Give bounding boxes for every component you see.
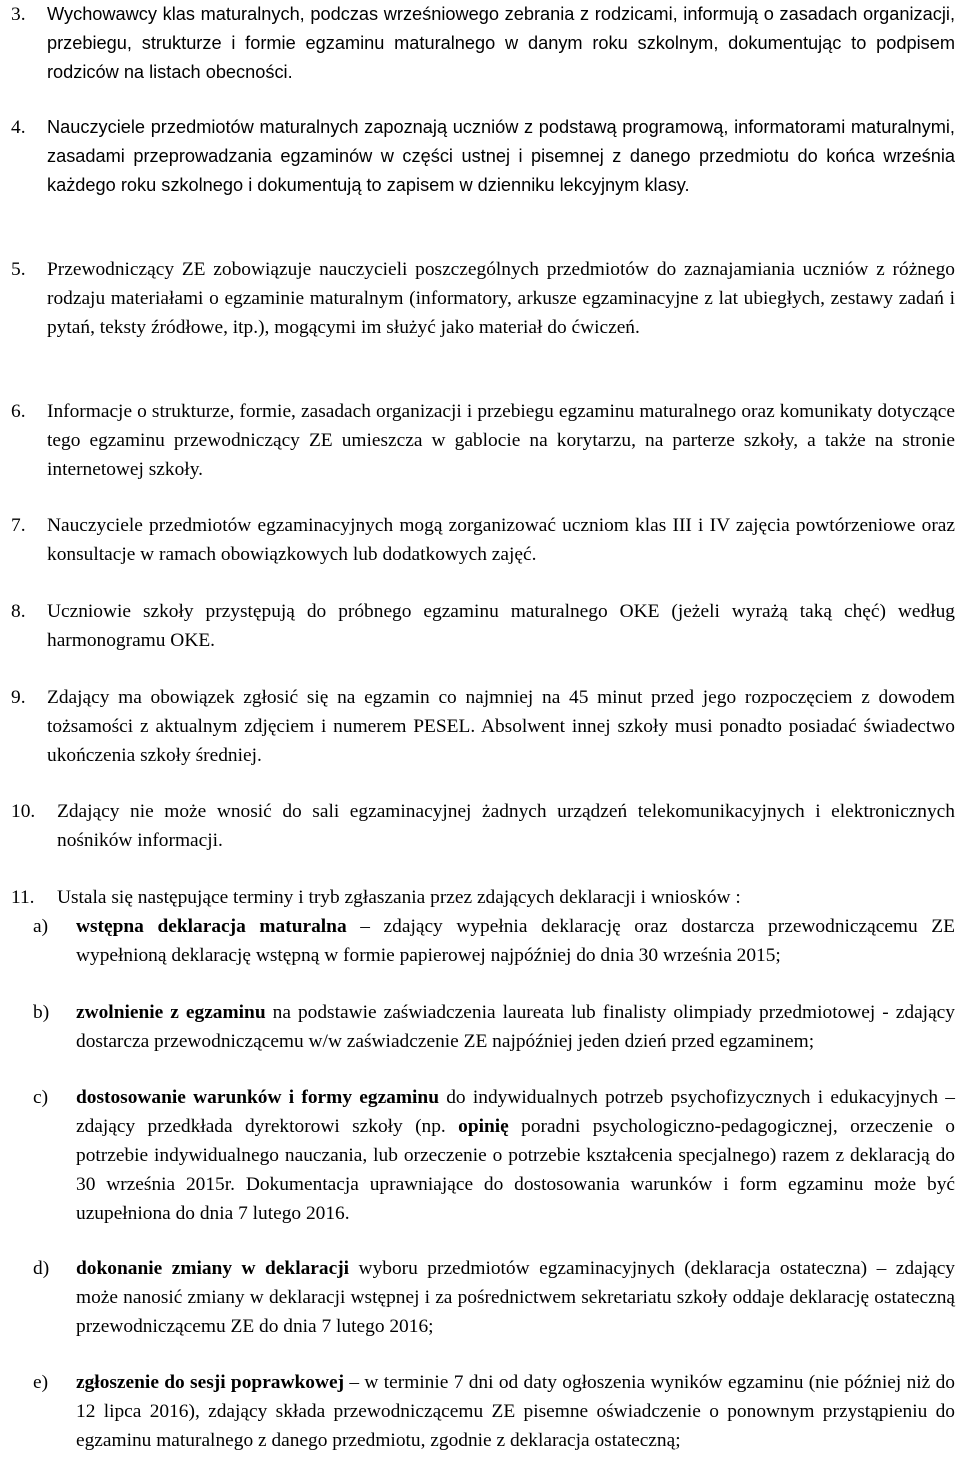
list-item-6: [11, 397, 955, 484]
subitem-body: – zdający wypełnia deklarację oraz dostarcza przewodniczącemu ZE wypełnioną deklarację wstępną w formie papierowej najpóźniej do dnia 30 września 2015;: [76, 916, 955, 966]
subitem-c: [33, 1083, 955, 1228]
item-number: 11.: [11, 887, 35, 908]
item-number: 4.: [11, 117, 26, 138]
subitem-d: [33, 1254, 955, 1341]
subitem-label: d): [33, 1258, 50, 1279]
subitem-body: na podstawie zaświadczenia laureata lub finalisty olimpiady przedmiotowej - zdający dostarcza przewodniczącemu w/w zaświadczenie ZE najpóźniej jeden dzień przed egzaminem;: [76, 1002, 955, 1052]
subitem-e: [33, 1368, 955, 1455]
item-text: Uczniowie szkoły przystępują do próbnego egzaminu maturalnego OKE (jeżeli wyrażą taką chęć) według harmonogramu OKE.: [47, 601, 955, 651]
subitem-text: [76, 1368, 955, 1455]
list-item-5: [11, 255, 955, 342]
subitem-heading: zgłoszenie do sesji poprawkowej: [76, 1372, 345, 1393]
subitem-text: [76, 998, 955, 1056]
subitem-label: c): [33, 1087, 49, 1108]
item-number: 3.: [11, 4, 26, 25]
subitem-text: [76, 912, 955, 970]
item-text: Wychowawcy klas maturalnych, podczas wrześniowego zebrania z rodzicami, informują o zasadach organizacji, przebiegu, strukturze i formie egzaminu maturalnego w danym roku szkolnym, dokumentując to podpisem rodziców na listach obecności.: [47, 4, 955, 82]
subitem-body-continued: poradni psychologiczno-pedagogicznej, orzeczenie o potrzebie indywidualnego nauczania, lub orzeczenie o potrzebie kształcenia specjalnego) razem z deklaracją do 30 września 2015r. Dokumentacja uprawniające do dostosowania warunków i form egzaminu może być uzupełniona do dnia 7 lutego 2016.: [76, 1116, 956, 1224]
subitem-heading: dokonanie zmiany w deklaracji: [76, 1258, 350, 1279]
subitem-body: do indywidualnych potrzeb psychofizycznych i edukacyjnych – zdający przedkłada dyrektorowi szkoły (np.: [76, 1087, 955, 1137]
item-text: Ustala się następujące terminy i tryb zgłaszania przez zdających deklaracji i wniosków :: [57, 887, 741, 908]
item-text: Przewodniczący ZE zobowiązuje nauczycieli poszczególnych przedmiotów do zaznajamiania uczniów z różnego rodzaju materiałami o egzaminie maturalnym (informatory, arkusze egzaminacyjne z lat ubiegłych, zestawy zadań i pytań, teksty źródłowe, itp.), mogącymi im służyć jako materiał do ćwiczeń.: [47, 259, 955, 338]
list-item-10: [11, 797, 955, 855]
item-number: 6.: [11, 401, 26, 422]
item-number: 10.: [11, 801, 36, 822]
list-item-8: [11, 597, 955, 655]
subitem-label: b): [33, 1002, 50, 1023]
list-item-11: [11, 883, 955, 912]
item-number: 8.: [11, 601, 26, 622]
subitem-label: e): [33, 1372, 49, 1393]
item-text: Nauczyciele przedmiotów egzaminacyjnych mogą zorganizować uczniom klas III i IV zajęcia powtórzeniowe oraz konsultacje w ramach obowiązkowych lub dodatkowych zajęć.: [47, 515, 955, 565]
subitem-text: [76, 1254, 955, 1341]
list-item-3: [11, 0, 955, 87]
item-number: 7.: [11, 515, 26, 536]
item-text: Zdający nie może wnosić do sali egzaminacyjnej żadnych urządzeń telekomunikacyjnych i elektronicznych nośników informacji.: [57, 801, 955, 851]
subitem-a: [33, 912, 955, 970]
subitem-heading: dostosowanie warunków i formy egzaminu: [76, 1087, 439, 1108]
item-text: Informacje o strukturze, formie, zasadach organizacji i przebiegu egzaminu maturalnego oraz komunikaty dotyczące tego egzaminu przewodniczący ZE umieszcza w gablocie na korytarzu, na parterze szkoły, a także na stronie internetowej szkoły.: [47, 401, 955, 480]
subitem-emphasis: opinię: [458, 1116, 509, 1137]
subitem-text: [76, 1083, 955, 1228]
subitem-body: wyboru przedmiotów egzaminacyjnych (deklaracja ostateczna) – zdający może nanosić zmiany w deklaracji wstępnej i za pośrednictwem sekretariatu szkoły oddaje deklarację ostateczną przewodniczącemu ZE do dnia 7 lutego 2016;: [76, 1258, 955, 1337]
item-text: Nauczyciele przedmiotów maturalnych zapoznają uczniów z podstawą programową, informatorami maturalnymi, zasadami przeprowadzania egzaminów w części ustnej i pisemnej z danego przedmiotu do końca września każdego roku szkolnego i dokumentują to zapisem w dzienniku lekcyjnym klasy.: [47, 117, 955, 195]
subitem-heading: wstępna deklaracja maturalna: [76, 916, 347, 937]
item-number: 9.: [11, 687, 26, 708]
subitem-b: [33, 998, 955, 1056]
subitem-body: – w terminie 7 dni od daty ogłoszenia wyników egzaminu (nie później niż do 12 lipca 2016), zdający składa przewodniczącemu ZE pisemne oświadczenie o ponownym przystąpieniu do egzaminu maturalnego z danego przedmiotu, zgodnie z deklaracja ostateczną;: [76, 1372, 956, 1451]
list-item-9: [11, 683, 955, 770]
item-text: Zdający ma obowiązek zgłosić się na egzamin co najmniej na 45 minut przed jego rozpoczęciem z dowodem tożsamości z aktualnym zdjęciem i numerem PESEL. Absolwent innej szkoły musi ponadto posiadać świadectwo ukończenia szkoły średniej.: [47, 687, 955, 766]
list-item-4: [11, 113, 955, 200]
item-number: 5.: [11, 259, 26, 280]
subitem-heading: zwolnienie z egzaminu: [76, 1002, 266, 1023]
list-item-7: [11, 511, 955, 569]
subitem-label: a): [33, 916, 49, 937]
